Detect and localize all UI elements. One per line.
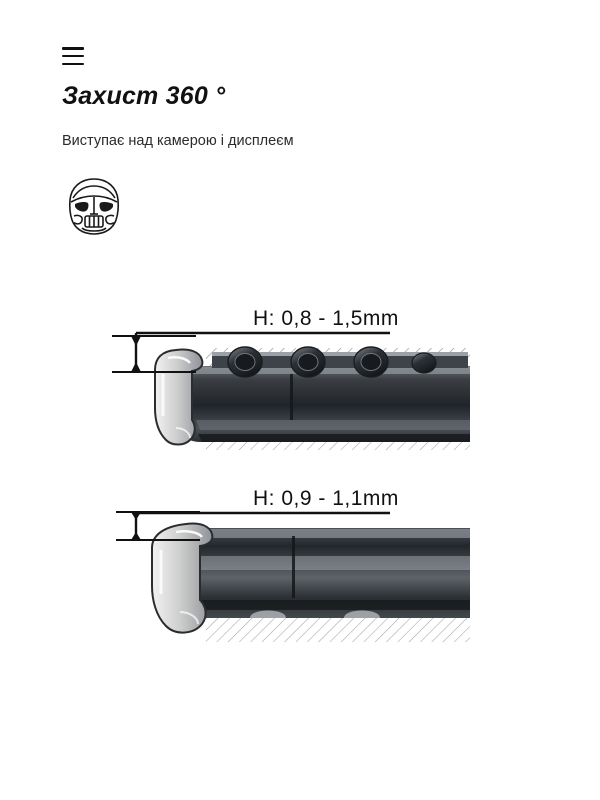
page-subtitle: Виступає над камерою і дисплеєм xyxy=(62,133,294,149)
hamburger-menu-icon[interactable] xyxy=(62,47,84,65)
menu-bar-1 xyxy=(62,47,84,50)
bottom-dimension-label: H: 0,9 - 1,1mm xyxy=(253,487,399,510)
menu-bar-3 xyxy=(62,63,84,66)
protection-illustration xyxy=(0,270,600,690)
top-diagram xyxy=(112,307,470,450)
top-dimension-label: H: 0,8 - 1,5mm xyxy=(253,307,399,330)
page-title: Захист 360 ° xyxy=(62,82,226,110)
menu-bar-2 xyxy=(62,55,84,58)
stormtrooper-helmet-icon xyxy=(60,176,128,240)
bottom-diagram xyxy=(116,487,470,642)
